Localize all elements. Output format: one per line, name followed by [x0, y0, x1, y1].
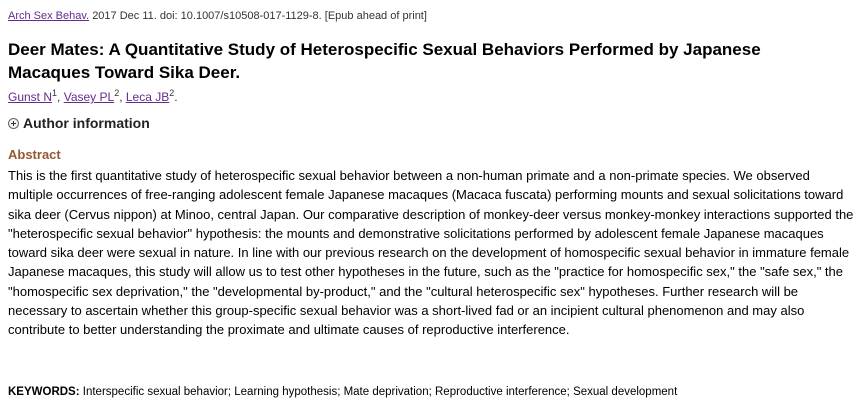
abstract-heading: Abstract: [8, 147, 61, 162]
keywords-line: [8, 386, 677, 398]
citation-details: 2017 Dec 11. doi: 10.1007/s10508-017-1129-8. [Epub ahead of print]: [92, 10, 427, 22]
keywords-text: Interspecific sexual behavior; Learning hypothesis; Mate deprivation; Reproductive interference; Sexual development: [82, 386, 678, 398]
author-link[interactable]: Vasey PL: [63, 90, 115, 104]
author-list: Gunst $N^1$, Vasey $PL^2$, Leca $JB^2$.: [8, 88, 178, 104]
journal-link[interactable]: Arch Sex Behav.: [8, 10, 90, 22]
author-affiliation-sup: 2: [114, 88, 120, 98]
author-affiliation-sup: 2: [169, 88, 175, 98]
author-link[interactable]: Leca JB: [125, 90, 170, 104]
citation-line: [8, 10, 427, 22]
plus-circle-icon: [8, 118, 19, 129]
article-title: Deer Mates: A Quantitative Study of Heterospecific Sexual Behaviors Performed by Japanese Macaques Toward Sika Deer.: [8, 40, 761, 82]
author-information-toggle[interactable]: [8, 115, 150, 131]
keywords-label: KEYWORDS:: [8, 386, 80, 398]
author-link[interactable]: Gunst N: [8, 90, 53, 104]
author-affiliation-sup: 1: [52, 88, 58, 98]
abstract-text: This is the first quantitative study of heterospecific sexual behavior between a non-human primate and a non-primate species. We observed multiple occurrences of free-ranging adolescent female Japanese macaques (Macaca fuscata) performing mounts and sexual solicitations toward sika deer (Cervus nippon) at Minoo, central Japan. Our comparative description of monkey-deer versus monkey-monkey interactions supported the "heterospecific sexual behavior" hypothesis: the mounts and demonstrative solicitations performed by adolescent female Japanese macaques toward sika deer were sexual in nature. In line with our previous research on the development of homospecific sexual behavior in immature female Japanese macaques, this study will allow us to test other hypotheses in the future, such as the "practice for homospecific sex," the "safe sex," the "homospecific sex deprivation," the "developmental by-product," and the "cultural heterospecific sex" hypotheses. Further research will be necessary to ascertain whether this group-specific sexual behavior was a short-lived fad or an incipient cultural phenomenon and may also contribute to better understanding the proximate and ultimate causes of reproductive interference.: [8, 168, 854, 338]
author-information-label: Author information: [23, 115, 150, 131]
